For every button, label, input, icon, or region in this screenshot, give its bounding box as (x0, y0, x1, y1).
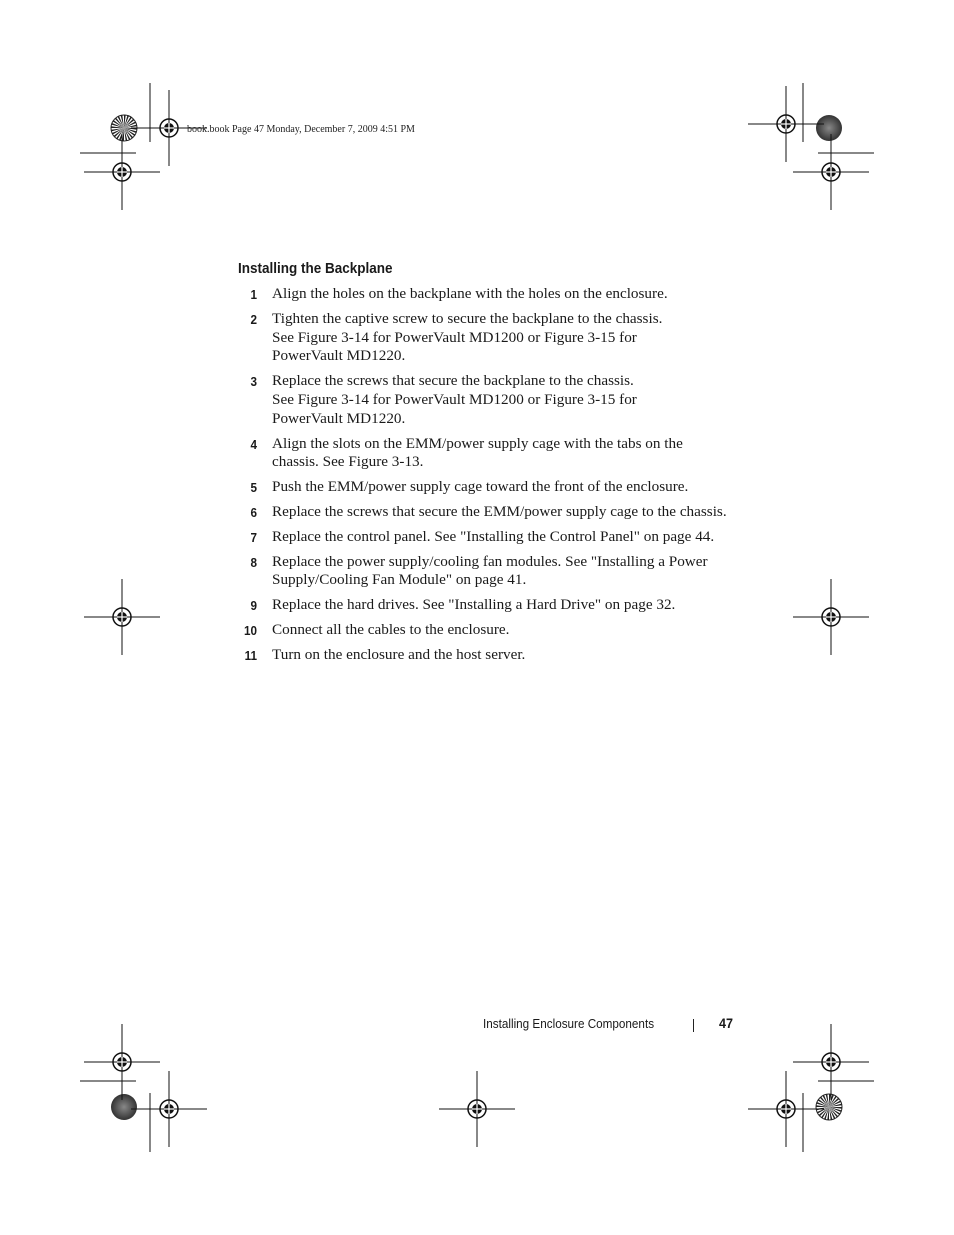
step-text: See Figure 3-14 for PowerVault MD1200 or Figure 3-15 for (272, 390, 637, 408)
step-item (232, 478, 752, 497)
step-item (232, 372, 752, 428)
registration-mark (84, 579, 160, 655)
steps-list (232, 285, 752, 671)
registration-mark (439, 1071, 515, 1147)
step-number: 10 (243, 622, 257, 638)
step-text: PowerVault MD1220. (272, 347, 406, 365)
registration-mark (793, 1024, 869, 1100)
registration-mark (748, 86, 824, 162)
step-number: 5 (250, 480, 257, 496)
step-text: See Figure 3-14 for PowerVault MD1200 or Figure 3-15 for (272, 328, 637, 346)
step-item (232, 646, 752, 665)
registration-mark (793, 134, 869, 210)
step-item (232, 528, 752, 547)
step-text: chassis. See Figure 3-13. (272, 453, 424, 471)
section-heading: Installing the Backplane (238, 260, 393, 277)
step-text: Supply/Cooling Fan Module" on page 41. (272, 571, 527, 589)
step-text: Replace the control panel. See "Installing the Control Panel" on page 44. (272, 527, 715, 545)
step-item (232, 621, 752, 640)
step-number: 1 (250, 287, 257, 302)
step-number: 9 (250, 598, 257, 614)
step-number: 2 (250, 311, 257, 327)
step-text: Tighten the captive screw to secure the backplane to the chassis. (272, 309, 663, 327)
registration-mark (131, 1071, 207, 1147)
step-text: Replace the power supply/cooling fan modules. See "Installing a Power (272, 552, 708, 570)
step-item (232, 553, 752, 591)
step-item (232, 435, 752, 473)
step-text: Turn on the enclosure and the host server. (272, 645, 526, 663)
page-number: 47 (719, 1015, 734, 1031)
step-item (232, 310, 752, 366)
step-text: Replace the screws that secure the backplane to the chassis. (272, 372, 634, 390)
starburst-mark-bottom-right (816, 1094, 842, 1120)
registration-mark (84, 1024, 160, 1100)
registration-mark (84, 134, 160, 210)
footer-separator (693, 1019, 694, 1032)
footer-chapter-title: Installing Enclosure Components (483, 1016, 655, 1031)
step-text: Push the EMM/power supply cage toward the front of the enclosure. (272, 478, 689, 496)
gray-target-top-right (816, 115, 842, 141)
step-text: Align the slots on the EMM/power supply cage with the tabs on the (272, 434, 683, 452)
step-number: 4 (250, 436, 257, 452)
step-number: 3 (250, 374, 257, 390)
step-item (232, 596, 752, 615)
step-number: 6 (250, 504, 257, 520)
registration-mark (748, 1071, 824, 1147)
step-number: 7 (250, 529, 257, 545)
step-text: Replace the screws that secure the EMM/power supply cage to the chassis. (272, 502, 727, 520)
step-item (232, 285, 752, 304)
step-text: Replace the hard drives. See "Installing a Hard Drive" on page 32. (272, 596, 676, 614)
step-text: Align the holes on the backplane with the holes on the enclosure. (272, 285, 668, 302)
step-item (232, 503, 752, 522)
step-number: 8 (250, 554, 257, 570)
step-number: 11 (244, 647, 257, 663)
step-text: Connect all the cables to the enclosure. (272, 620, 510, 638)
registration-mark (793, 579, 869, 655)
step-text: PowerVault MD1220. (272, 409, 406, 427)
gray-target-bottom-left (111, 1094, 137, 1120)
print-header: book.book Page 47 Monday, December 7, 2009 4:51 PM (187, 124, 415, 135)
